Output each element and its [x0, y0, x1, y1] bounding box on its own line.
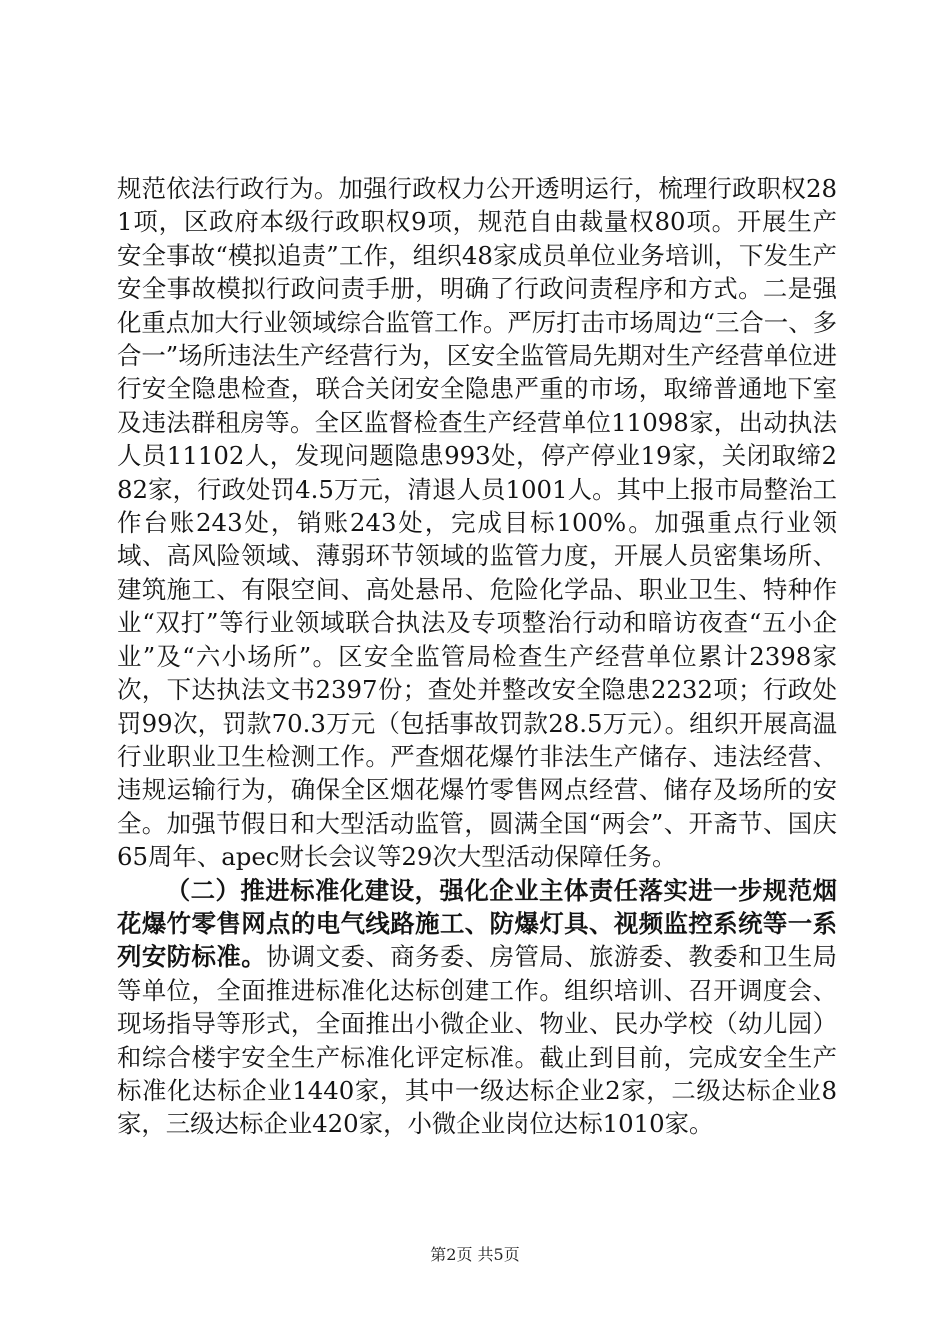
- paragraph-2-text: 协调文委、商务委、房管局、旅游委、教委和卫生局等单位，全面推进标准化达标创建工作。组织培训、召开调度会、现场指导等形式，全面推出小微企业、物业、民办学校（幼儿园）和综合楼宇安全生产标准化评定标准。截止到目前，完成安全生产标准化达标企业1440家，其中一级达标企业2家，二级达标企业8家，三级达标企业420家，小微企业岗位达标1010家。: [117, 942, 837, 1139]
- paragraph-1: 规范依法行政行为。加强行政权力公开透明运行，梳理行政职权281项，区政府本级行政职权9项，规范自由裁量权80项。开展生产安全事故“模拟追责”工作，组织48家成员单位业务培训，下发生产安全事故模拟行政问责手册，明确了行政问责程序和方式。二是强化重点加大行业领域综合监管工作。严厉打击市场周边“三合一、多合一”场所违法生产经营行为，区安全监管局先期对生产经营单位进行安全隐患检查，联合关闭安全隐患严重的市场，取缔普通地下室及违法群租房等。全区监督检查生产经营单位11098家，出动执法人员11102人，发现问题隐患993处，停产停业19家，关闭取缔282家，行政处罚4.5万元，清退人员1001人。其中上报市局整治工作台账243处，销账243处，完成目标100%。加强重点行业领域、高风险领域、薄弱环节领域的监管力度，开展人员密集场所、建筑施工、有限空间、高处悬吊、危险化学品、职业卫生、特种作业“双打”等行业领域联合执法及专项整治行动和暗访夜查“五小企业”及“六小场所”。区安全监管局检查生产经营单位累计2398家次，下达执法文书2397份；查处并整改安全隐患2232项；行政处罚99次，罚款70.3万元（包括事故罚款28.5万元）。组织开展高温行业职业卫生检测工作。严查烟花爆竹非法生产储存、违法经营、违规运输行为，确保全区烟花爆竹零售网点经营、储存及场所的安全。加强节假日和大型活动监管，圆满全国“两会”、开斋节、国庆65周年、apec财长会议等29次大型活动保障任务。: [117, 174, 837, 872]
- paragraph-2: [117, 874, 837, 1141]
- page-number-footer: 第2页 共5页: [430, 1245, 520, 1264]
- paragraph-2-heading: （二）推进标准化建设，强化企业主体责任落实进一步规范烟花爆竹零售网点的电气线路施工、防爆灯具、视频监控系统等一系列安防标准。: [117, 875, 837, 972]
- document-body: [117, 172, 837, 1141]
